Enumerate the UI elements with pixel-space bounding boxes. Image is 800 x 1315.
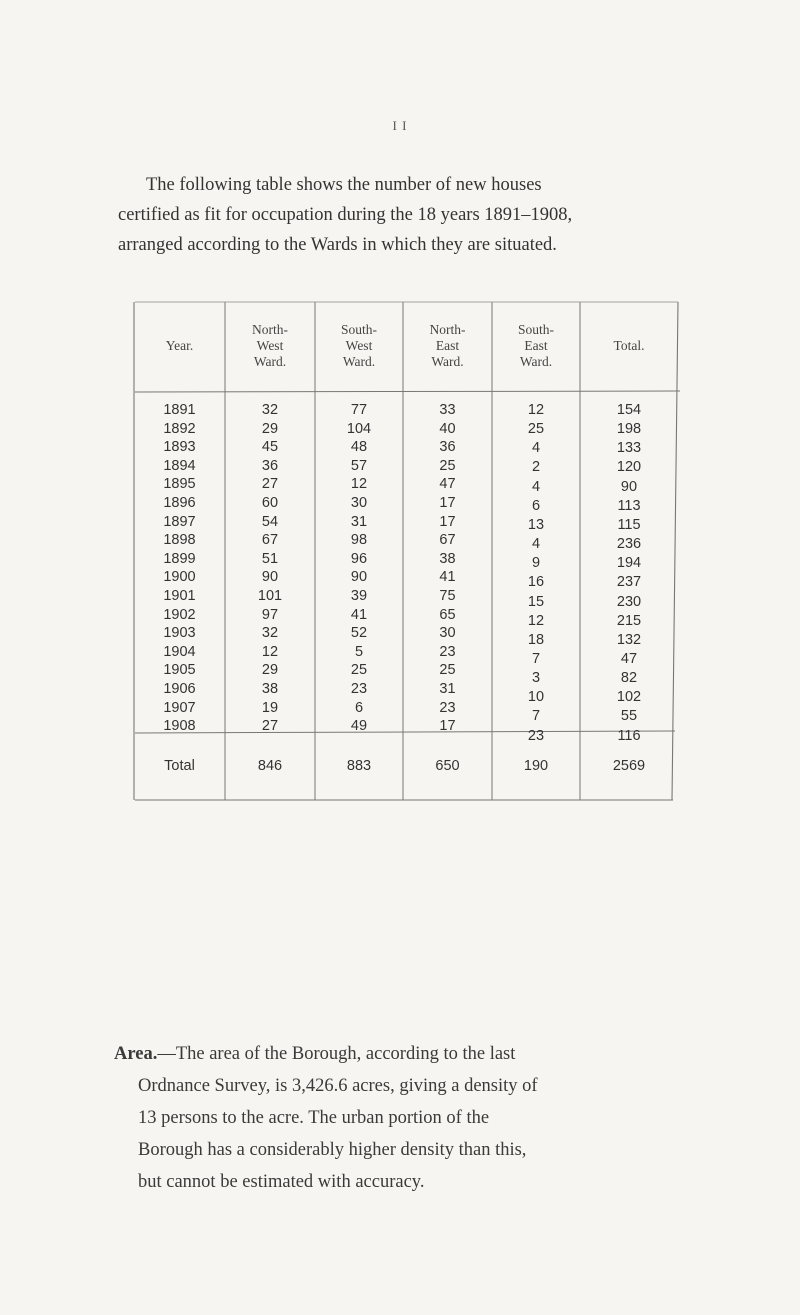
area-line: but cannot be estimated with accuracy. xyxy=(138,1172,425,1192)
cell-south-east-ward: 15 xyxy=(527,594,545,610)
cell-north-east-ward: 33 xyxy=(439,402,456,418)
cell-north-west-ward: 32 xyxy=(261,625,279,641)
cell-north-west-ward: 54 xyxy=(261,514,279,530)
cell-total: 154 xyxy=(616,402,642,418)
cell-north-east-ward: 41 xyxy=(439,569,456,585)
area-line: —The area of the Borough, according to the last xyxy=(157,1044,516,1064)
cell-south-west-ward: 52 xyxy=(350,625,368,641)
header-text: Year. xyxy=(165,338,194,353)
header-north-east-ward xyxy=(403,322,492,370)
total-south-west-ward: 883 xyxy=(346,758,372,774)
cell-north-west-ward: 12 xyxy=(261,644,279,660)
cell-south-west-ward: 30 xyxy=(350,495,368,511)
cell-south-west-ward: 5 xyxy=(354,644,364,660)
header-text: East xyxy=(524,338,548,353)
cell-year: 1897 xyxy=(163,514,196,530)
cell-total: 90 xyxy=(620,479,638,495)
cell-total: 82 xyxy=(620,670,638,686)
cell-total: 55 xyxy=(620,708,638,724)
header-text: North- xyxy=(429,322,466,337)
cell-total: 236 xyxy=(616,536,642,552)
total-label: Total xyxy=(164,758,195,774)
header-text: Ward. xyxy=(519,354,553,369)
cell-south-west-ward: 77 xyxy=(350,402,368,418)
cell-north-east-ward: 36 xyxy=(439,439,456,455)
cell-north-west-ward: 29 xyxy=(261,421,279,437)
cell-north-east-ward: 23 xyxy=(439,700,456,716)
cell-north-east-ward: 38 xyxy=(439,551,456,567)
cell-north-west-ward: 29 xyxy=(261,662,279,678)
cell-south-east-ward: 4 xyxy=(531,440,541,456)
cell-south-east-ward: 7 xyxy=(531,651,541,667)
cell-south-east-ward: 16 xyxy=(527,574,545,590)
cell-north-west-ward: 97 xyxy=(261,607,279,623)
cell-south-east-ward: 4 xyxy=(531,479,541,495)
cell-north-west-ward: 27 xyxy=(261,718,279,734)
page-number: I I xyxy=(392,118,408,133)
header-south-west-ward xyxy=(315,322,403,370)
cell-year: 1901 xyxy=(163,588,196,604)
cell-south-east-ward: 13 xyxy=(527,517,545,533)
cell-south-east-ward: 6 xyxy=(531,498,541,514)
header-text: South- xyxy=(340,322,377,337)
cell-north-west-ward: 38 xyxy=(261,681,279,697)
cell-north-east-ward: 67 xyxy=(439,532,456,548)
cell-year: 1891 xyxy=(163,402,196,418)
cell-north-west-ward: 101 xyxy=(257,588,283,604)
cell-south-east-ward: 7 xyxy=(531,708,541,724)
intro-paragraph xyxy=(118,170,718,260)
cell-north-west-ward: 19 xyxy=(261,700,279,716)
header-text: West xyxy=(345,338,373,353)
cell-north-east-ward: 47 xyxy=(439,476,456,492)
cell-north-west-ward: 60 xyxy=(261,495,279,511)
header-text: Total. xyxy=(613,338,645,353)
header-year xyxy=(134,338,225,354)
cell-south-west-ward: 48 xyxy=(350,439,368,455)
cell-north-east-ward: 25 xyxy=(439,662,456,678)
cell-year: 1892 xyxy=(163,421,196,437)
total-south-east-ward: 190 xyxy=(523,758,549,774)
cell-north-east-ward: 23 xyxy=(439,644,456,660)
cell-north-east-ward: 17 xyxy=(439,718,456,734)
cell-year: 1908 xyxy=(163,718,196,734)
header-text: Ward. xyxy=(253,354,287,369)
cell-total: 198 xyxy=(616,421,642,437)
cell-south-west-ward: 31 xyxy=(350,514,368,530)
cell-north-west-ward: 45 xyxy=(261,439,279,455)
cell-south-west-ward: 41 xyxy=(350,607,368,623)
cell-north-east-ward: 31 xyxy=(439,681,456,697)
cell-year: 1894 xyxy=(163,458,196,474)
cell-year: 1899 xyxy=(163,551,196,567)
cell-south-west-ward: 96 xyxy=(350,551,368,567)
cell-north-east-ward: 17 xyxy=(439,514,456,530)
cell-south-east-ward: 12 xyxy=(527,613,545,629)
cell-north-east-ward: 75 xyxy=(439,588,456,604)
cell-south-east-ward: 12 xyxy=(527,402,545,418)
cell-year: 1896 xyxy=(163,495,196,511)
cell-total: 132 xyxy=(616,632,642,648)
cell-year: 1893 xyxy=(163,439,196,455)
cell-total: 194 xyxy=(616,555,642,571)
cell-south-west-ward: 98 xyxy=(350,532,368,548)
cell-year: 1898 xyxy=(163,532,196,548)
cell-year: 1902 xyxy=(163,607,196,623)
intro-line: The following table shows the number of new houses xyxy=(146,175,542,195)
cell-year: 1900 xyxy=(163,569,196,585)
header-south-east-ward xyxy=(492,322,580,370)
area-line: Borough has a considerably higher density than this, xyxy=(138,1140,527,1160)
cell-total: 230 xyxy=(616,594,642,610)
cell-north-east-ward: 40 xyxy=(439,421,456,437)
cell-total: 115 xyxy=(617,517,641,533)
cell-total: 133 xyxy=(616,440,642,456)
cell-year: 1907 xyxy=(163,700,196,716)
cell-south-east-ward: 25 xyxy=(527,421,545,437)
cell-south-east-ward: 3 xyxy=(531,670,541,686)
area-label: Area. xyxy=(114,1044,158,1064)
cell-north-west-ward: 27 xyxy=(261,476,279,492)
cell-south-east-ward: 10 xyxy=(527,689,545,705)
area-line: Ordnance Survey, is 3,426.6 acres, giving a density of xyxy=(138,1076,538,1096)
cell-year: 1904 xyxy=(163,644,196,660)
header-text: Ward. xyxy=(342,354,376,369)
cell-south-east-ward: 9 xyxy=(531,555,541,571)
cell-south-east-ward: 18 xyxy=(527,632,545,648)
cell-total: 102 xyxy=(616,689,642,705)
header-text: Ward. xyxy=(431,354,464,369)
total-north-west-ward: 846 xyxy=(257,758,283,774)
intro-line: certified as fit for occupation during the 18 years 1891–1908, xyxy=(118,205,573,225)
cell-total: 116 xyxy=(617,728,641,744)
cell-south-east-ward: 4 xyxy=(531,536,541,552)
cell-south-west-ward: 12 xyxy=(350,476,368,492)
intro-line: arranged according to the Wards in which they are situated. xyxy=(118,235,557,255)
cell-south-west-ward: 57 xyxy=(350,458,368,474)
cell-south-west-ward: 25 xyxy=(350,662,368,678)
cell-total: 237 xyxy=(616,574,642,590)
area-paragraph xyxy=(114,1038,698,1198)
cell-total: 215 xyxy=(616,613,642,629)
header-text: North- xyxy=(252,322,288,337)
cell-north-west-ward: 90 xyxy=(261,569,279,585)
total-total: 2569 xyxy=(612,758,646,774)
cell-south-west-ward: 6 xyxy=(354,700,364,716)
houses-by-ward-table xyxy=(125,300,681,808)
cell-south-east-ward: 23 xyxy=(527,728,545,744)
cell-north-west-ward: 67 xyxy=(261,532,279,548)
cell-year: 1905 xyxy=(163,662,196,678)
cell-year: 1903 xyxy=(163,625,196,641)
cell-total: 113 xyxy=(617,498,641,514)
cell-south-west-ward: 90 xyxy=(350,569,368,585)
cell-year: 1906 xyxy=(163,681,196,697)
header-total xyxy=(580,338,678,354)
cell-south-west-ward: 23 xyxy=(350,681,368,697)
cell-north-west-ward: 51 xyxy=(261,551,279,567)
area-line: 13 persons to the acre. The urban portion of the xyxy=(138,1108,490,1128)
header-text: South- xyxy=(517,322,554,337)
cell-north-east-ward: 65 xyxy=(439,607,456,623)
cell-south-east-ward: 2 xyxy=(531,459,541,475)
cell-south-west-ward: 49 xyxy=(350,718,368,734)
cell-year: 1895 xyxy=(163,476,196,492)
cell-north-west-ward: 32 xyxy=(261,402,279,418)
header-text: West xyxy=(256,338,284,353)
cell-north-east-ward: 30 xyxy=(439,625,456,641)
cell-total: 120 xyxy=(616,459,642,475)
cell-south-west-ward: 39 xyxy=(350,588,368,604)
header-text: East xyxy=(435,338,460,353)
cell-south-west-ward: 104 xyxy=(346,421,372,437)
cell-north-east-ward: 17 xyxy=(439,495,456,511)
cell-north-west-ward: 36 xyxy=(261,458,279,474)
total-north-east-ward: 650 xyxy=(435,758,460,774)
cell-total: 47 xyxy=(620,651,638,667)
cell-north-east-ward: 25 xyxy=(439,458,456,474)
header-north-west-ward xyxy=(225,322,315,370)
